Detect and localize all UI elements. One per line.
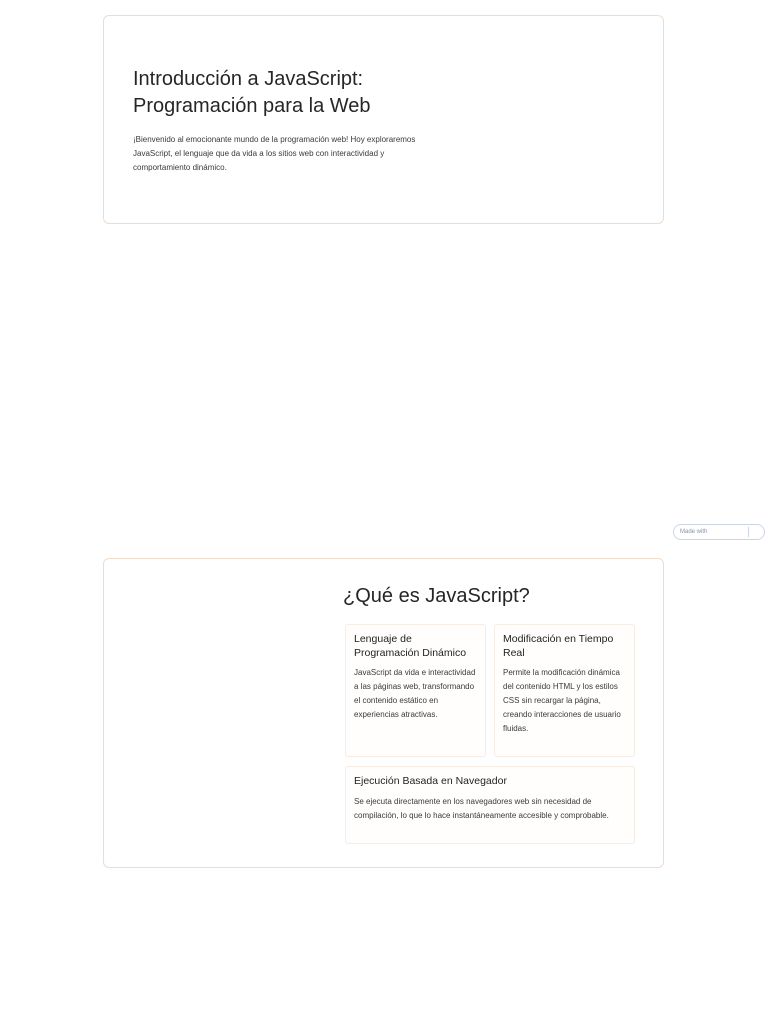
card-text: Se ejecuta directamente en los navegadores web sin necesidad de compilación, lo que lo hace instantáneamente accesible y comprobable. <box>354 796 609 820</box>
made-with-badge[interactable] <box>673 524 765 540</box>
badge-divider <box>748 527 749 537</box>
card-title: Ejecución Basada en Navegador <box>354 775 507 787</box>
card-realtime-modification <box>494 624 635 757</box>
section-title: ¿Qué es JavaScript? <box>343 585 530 607</box>
card-title: Lenguaje de Programación Dinámico <box>354 633 467 659</box>
slide-what-is-javascript <box>103 558 664 868</box>
card-text: Permite la modificación dinámica del contenido HTML y los estilos CSS sin recargar la página, creando interacciones de usuario fluidas. <box>503 668 621 733</box>
card-text: JavaScript da vida e interactividad a las páginas web, transformando el contenido estático en experiencias atractivas. <box>354 668 476 719</box>
card-browser-execution <box>345 766 635 844</box>
slide-title: Introducción a JavaScript: Programación para la Web <box>133 68 371 117</box>
card-title: Modificación en Tiempo Real <box>503 633 614 659</box>
slide-intro <box>103 15 664 224</box>
made-with-label: Made with <box>680 529 708 535</box>
slide-intro-text: ¡Bienvenido al emocionante mundo de la programación web! Hoy exploraremos JavaScript, el lenguaje que da vida a los sitios web con interactividad y comportamiento dinámico. <box>133 135 416 172</box>
card-dynamic-language <box>345 624 486 757</box>
